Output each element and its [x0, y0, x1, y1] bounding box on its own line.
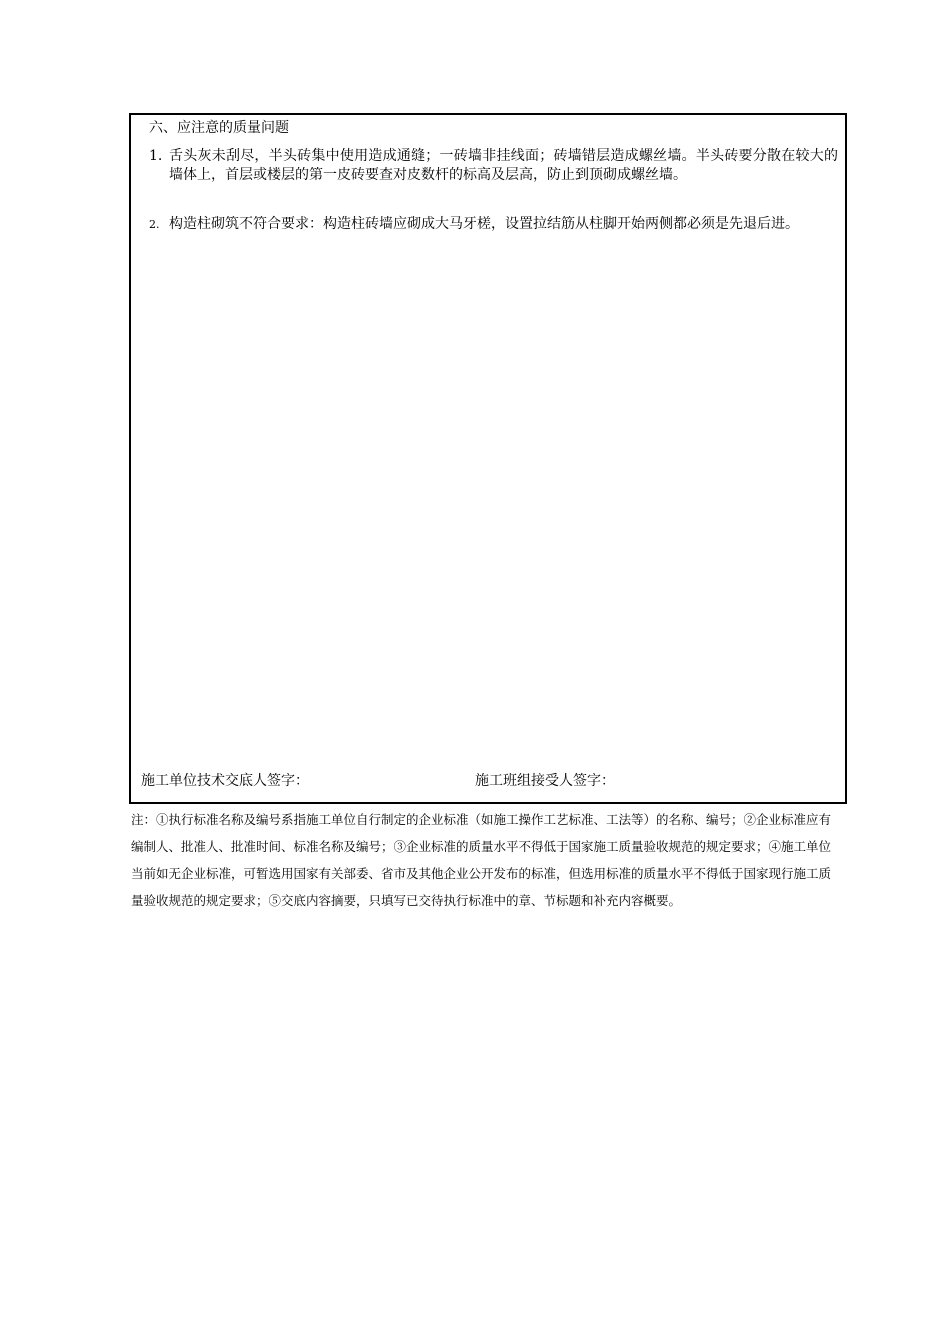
team-receiver-signature-label: 施工班组接受人签字：	[475, 773, 615, 789]
section-heading: 六、应注意的质量问题	[149, 120, 289, 136]
list-item	[149, 215, 838, 234]
list-item-number: 1.	[149, 148, 163, 164]
list-item-number: 2.	[149, 218, 160, 231]
list-item-text: 舌头灰未刮尽，半头砖集中使用造成通缝；一砖墙非挂线面；砖墙错层造成螺丝墙。半头砖要分散在较大的墙体上，首层或楼层的第一皮砖要查对皮数杆的标高及层高，防止到顶砌成螺丝墙。	[169, 148, 838, 183]
list-item-text: 构造柱砌筑不符合要求：构造柱砖墙应砌成大马牙槎，设置拉结筋从柱脚开始两侧都必须是先退后进。	[169, 216, 799, 232]
disclosure-form-box	[129, 113, 847, 804]
list-item	[149, 147, 838, 185]
footnote: 注：①执行标准名称及编号系指施工单位自行制定的企业标准（如施工操作工艺标准、工法等）的名称、编号；②企业标准应有编制人、批准人、批准时间、标准名称及编号；③企业标准的质量水平不得低于国家施工质量验收规范的规定要求；④施工单位当前如无企业标准，可暂选用国家有关部委、省市及其他企业公开发布的标准，但选用标准的质量水平不得低于国家现行施工质量验收规范的规定要求；⑤交底内容摘要，只填写已交待执行标准中的章、节标题和补充内容概要。	[131, 812, 832, 908]
tech-discloser-signature-label: 施工单位技术交底人签字：	[141, 773, 309, 789]
